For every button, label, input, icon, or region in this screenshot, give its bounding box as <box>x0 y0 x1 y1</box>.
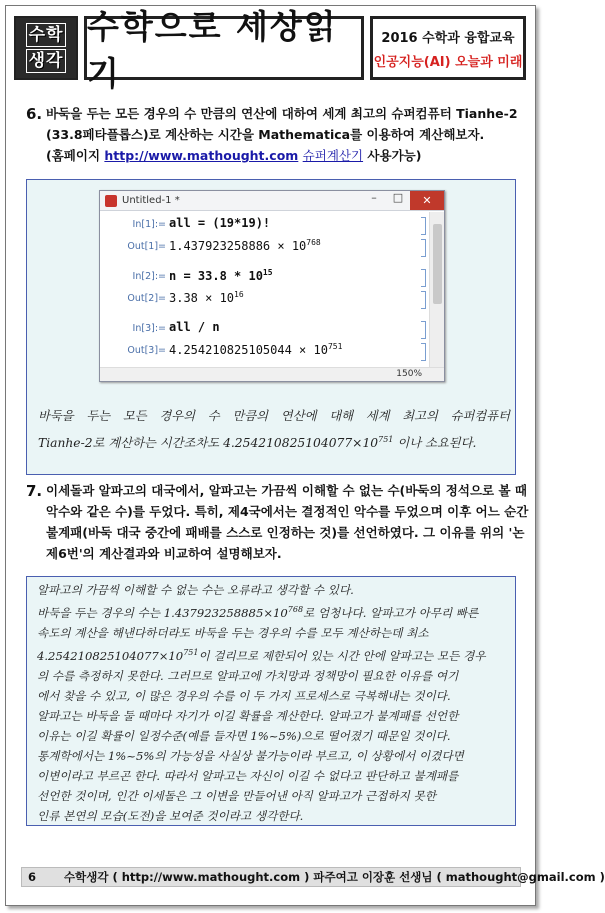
line3-prefix: (홈페이지 <box>46 148 105 163</box>
answer-7-line: $4.254210825104077\times 10^{751}$이 걸리므로 제한되어 있는 시간 안에 알파고는 모든 경우 <box>37 647 486 663</box>
subtitle-line1: 2016 수학과 융합교육 <box>381 30 515 46</box>
zoom-level[interactable]: 150% <box>396 369 422 379</box>
cell-label: In[3]:= <box>132 323 166 334</box>
close-icon[interactable]: ✕ <box>410 191 444 210</box>
page-title: 수학으로 세상읽기 <box>87 7 338 93</box>
cell-bracket[interactable] <box>421 343 426 361</box>
homepage-link[interactable]: http://www.mathought.com <box>104 148 299 163</box>
supercalc-link[interactable]: 슈퍼계산기 <box>302 148 364 163</box>
question-7-line3: 불계패(바둑 대국 중간에 패배를 스스로 인정하는 것)를 선언하였다. 그 이유를 위의 '논 <box>46 525 525 540</box>
cell-bracket[interactable] <box>421 217 426 235</box>
question-6-line2: (33.8페타플롭스)로 계산하는 시간을 Mathematica를 이용하여 계산해보자. <box>46 127 485 142</box>
answer-7-line: 에서 찾을 수 있고, 이 많은 경우의 수를 이 두 가지 프로세스로 극복해내는 것이다. <box>37 688 451 703</box>
header <box>14 7 526 93</box>
answer-6-line2: Tianhe-2로 계산하는 시간조차도 $4.254210825104077\times 10^{751}$ 이나 소요된다. <box>38 435 477 451</box>
question-6-line3 <box>46 146 421 166</box>
input-cell[interactable] <box>100 320 430 340</box>
question-7 <box>26 481 529 567</box>
question-number: 7. <box>26 482 43 500</box>
mathematica-icon <box>105 195 117 207</box>
input-cell[interactable] <box>100 268 430 288</box>
answer-7-line: 이유는 이길 확률이 일정수준(예를 들자면 1%~5%)으로 떨어졌기 때문일 것이다. <box>37 728 451 743</box>
logo-line2: 생각 <box>26 49 67 73</box>
answer-6-text <box>38 406 510 453</box>
cell-expression: $n = 33.8 * 10^{15}$ <box>169 268 273 283</box>
cell-expression: $1.437923258886 \times 10^{768}$ <box>169 238 321 253</box>
answer-7-line: 선언한 것이며, 인간 이세돌은 그 이변을 만들어낸 아직 알파고가 근접하지 못한 <box>37 788 436 803</box>
footer <box>21 867 605 887</box>
cell-bracket[interactable] <box>421 321 426 339</box>
title-box <box>84 7 364 93</box>
mathematica-window <box>99 190 445 382</box>
answer-6-line1: 바둑을 두는 모든 경우의 수 만큼의 연산에 대해 세계 최고의 슈퍼컴퓨터 <box>38 409 510 423</box>
answer-7-line: 인류 본연의 모습(도전)을 보여준 것이라고 생각한다. <box>37 808 304 823</box>
question-6-line1: 바둑을 두는 모든 경우의 수 만큼의 연산에 대하여 세계 최고의 슈퍼컴퓨터 Tianhe-2 <box>46 106 518 121</box>
cell-bracket[interactable] <box>421 269 426 287</box>
cell-bracket[interactable] <box>421 239 426 257</box>
cell-label: In[2]:= <box>132 271 166 282</box>
cell-label: In[1]:= <box>132 219 166 230</box>
cell-expression: all / n <box>169 320 220 334</box>
answer-7-line: 통계학에서는 1%~5%의 가능성을 사실상 불가능이라 부르고, 이 상황에서 이겼다면 <box>37 748 464 763</box>
cell-label: Out[2]= <box>127 293 166 304</box>
line3-suffix: 사용가능) <box>363 148 422 163</box>
scrollbar[interactable] <box>429 212 444 368</box>
page-number: 6 <box>28 870 37 884</box>
logo <box>14 16 78 80</box>
minimize-icon[interactable]: – <box>371 191 377 204</box>
answer-7-line: 이변이라고 부르곤 한다. 따라서 알파고는 자신이 이길 수 없다고 판단하고 불계패를 <box>37 768 459 783</box>
scrollbar-thumb[interactable] <box>433 224 442 304</box>
answer-7-line: 의 수를 측정하지 못한다. 그러므로 알파고에 가치망과 정책망이 필요한 이유를 여기 <box>37 668 459 683</box>
footer-text: 수학생각 ( http://www.mathought.com ) 파주여고 이장훈 선생님 ( mathought@gmail.com ) <box>64 870 605 884</box>
cell-label: Out[3]= <box>127 345 166 356</box>
subtitle-box <box>370 16 526 80</box>
answer-7-text <box>37 580 507 826</box>
output-cell <box>100 290 430 310</box>
cell-label: Out[1]= <box>127 241 166 252</box>
logo-line1: 수학 <box>26 23 67 47</box>
cell-expression: all = (19*19)! <box>169 216 271 230</box>
maximize-icon[interactable]: □ <box>392 191 404 204</box>
output-cell <box>100 342 430 362</box>
question-7-line1: 이세돌과 알파고의 대국에서, 알파고는 가끔씩 이해할 수 없는 수(바둑의 정석으로 볼 때 <box>46 483 527 498</box>
window-titlebar <box>100 191 444 211</box>
question-7-line4: 제6번'의 계산결과와 비교하여 설명해보자. <box>46 546 282 561</box>
answer-7-line: 속도의 계산을 해낸다하더라도 바둑을 두는 경우의 수를 모두 계산하는데 최소 <box>37 625 429 640</box>
input-cell[interactable] <box>100 216 430 236</box>
status-bar <box>100 367 444 381</box>
question-6 <box>26 104 526 168</box>
answer-7-line: 알파고는 바둑을 둘 때마다 자기가 이길 확률을 계산한다. 알파고가 불계패를 선언한 <box>37 708 459 723</box>
question-7-line2: 악수와 같은 수)를 두었다. 특히, 제4국에서는 결정적인 악수를 두었으며 이후 어느 순간 <box>46 504 529 519</box>
cell-expression: $3.38 \times 10^{16}$ <box>169 290 244 305</box>
window-title: Untitled-1 * <box>122 195 180 206</box>
answer-7-line: 바둑을 두는 경우의 수는 $1.437923258885\times 10^{768}$로 엄청나다. 알파고가 아무리 빠른 <box>37 605 479 620</box>
notebook-body[interactable] <box>100 212 430 362</box>
cell-bracket[interactable] <box>421 291 426 309</box>
subtitle-line2: 인공지능(AI) 오늘과 미래 <box>373 54 523 70</box>
answer-7-line: 알파고의 가끔씩 이해할 수 없는 수는 오류라고 생각할 수 있다. <box>37 583 354 597</box>
cell-expression: $4.254210825105044 \times 10^{751}$ <box>169 342 343 357</box>
question-number: 6. <box>26 105 43 123</box>
output-cell <box>100 238 430 258</box>
